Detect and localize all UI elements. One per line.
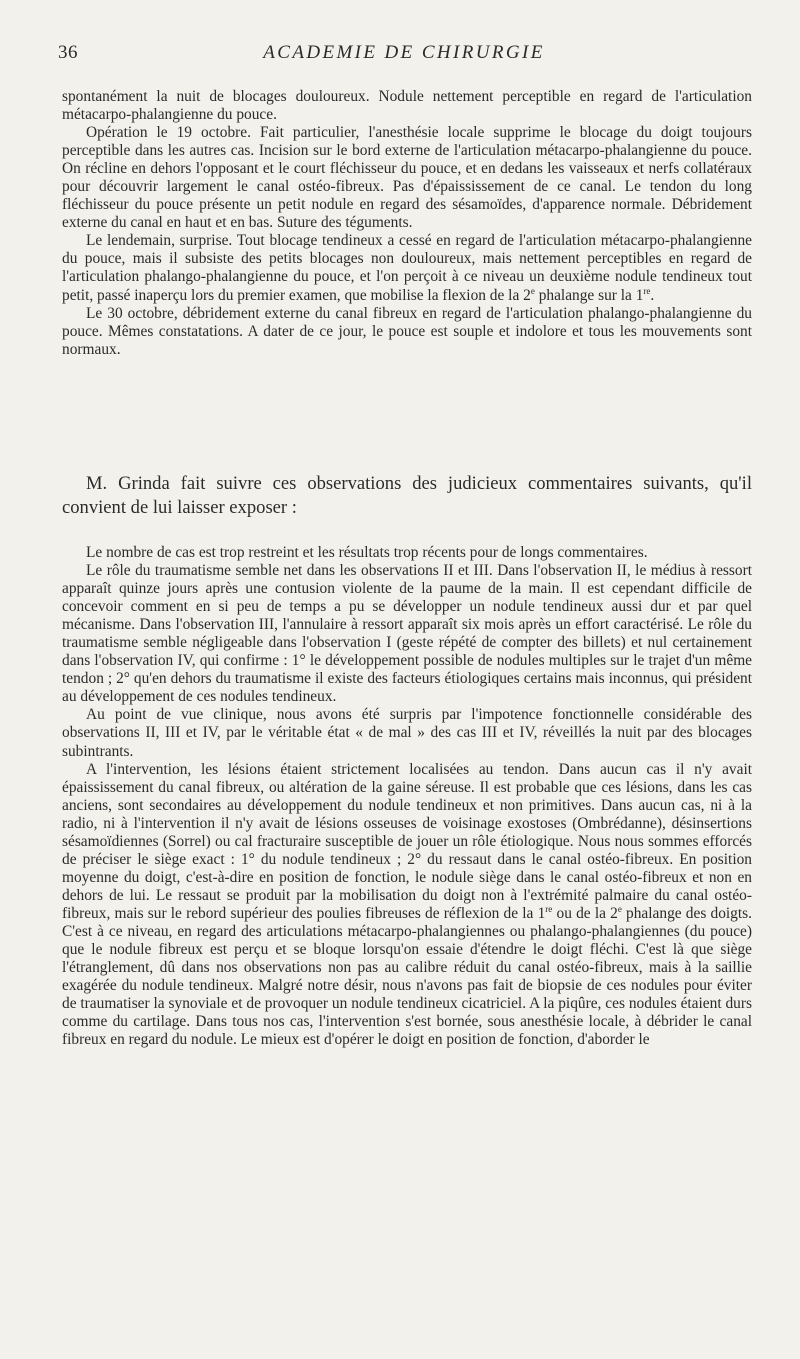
paragraph: Au point de vue clinique, nous avons été surpris par l'impotence fonctionnelle considérable des observations II, III et IV, par le véritable état « de mal » des cas III et IV, réveillés la nuit par des blocages subintrants. bbox=[62, 706, 752, 760]
commentary-body bbox=[62, 544, 752, 1049]
running-title: ACADEMIE DE CHIRURGIE bbox=[263, 42, 545, 63]
paragraph: Le nombre de cas est trop restreint et les résultats trop récents pour de longs commentaires. bbox=[86, 544, 648, 561]
paragraph: Opération le 19 octobre. Fait particulier, l'anesthésie locale supprime le blocage du doigt toujours perceptible dans les autres cas. Incision sur le bord externe de l'articulation métacarpo-phalangienne du pouce. On récline en dehors l'opposant et le court fléchisseur du pouce, et en dedans les vaisseaux et nerfs collatéraux pour découvrir largement le canal ostéo-fibreux. Pas d'épaississement de ce canal. Le tendon du long fléchisseur du pouce présente un petit nodule en regard des sésamoïdes, d'apparence normale. Débridement externe du canal en haut et en bas. Suture des téguments. bbox=[62, 124, 752, 232]
page-number: 36 bbox=[58, 42, 78, 63]
paragraph: spontanément la nuit de blocages douloureux. Nodule nettement perceptible en regard de l'articulation métacarpo-phalangienne du pouce. bbox=[62, 88, 752, 124]
case-report-continuation bbox=[62, 88, 752, 359]
paragraph: A l'intervention, les lésions étaient strictement localisées au tendon. Dans aucun cas il n'y avait épaississement du canal fibreux, ou altération de la gaine séreuse. Il est probable que ces lésions, dans les cas anciens, sont secondaires au développement du nodule tendineux et non primitives. Dans aucun cas, ni à la radio, ni à l'intervention il n'y avait de lésions osseuses de voisinage exostoses (Ombrédanne), désinsertions sésamoïdiennes (Sorrel) ou cal fracturaire susceptible de jouer un rôle étiologique. Nous nous sommes efforcés de préciser le siège exact : 1° du nodule tendineux ; 2° du ressaut dans le canal ostéo-fibreux. En position moyenne du doigt, c'est-à-dire en position de fonction, le nodule siège dans le canal ostéo-fibreux et non en dehors de lui. Le ressaut se produit par la mobilisation du doigt non à l'extrémité palmaire du canal ostéo-fibreux, mais sur le rebord supérieur des poulies fibreuses de réflexion de la 1re ou de la 2e phalange des doigts. C'est à ce niveau, en regard des articulations métacarpo-phalangiennes ou phalango-phalangiennes (du pouce) que le nodule fibreux est perçu et se bloque lorsqu'on essaie d'étendre le doigt fléchi. C'est là que siège l'étranglement, dû dans nos observations non pas au calibre réduit du canal ostéo-fibreux, mais à la saillie exagérée du nodule tendineux. Malgré notre désir, nous n'avons pas fait de biopsie de ces nodules pour éviter de traumatiser la synoviale et de provoquer un nodule tendineux cicatriciel. A la piqûre, ces nodules étaient durs comme du cartilage. Dans tous nos cas, l'intervention s'est bornée, sous anesthésie locale, à débrider le canal fibreux en regard du nodule. Le mieux est d'opérer le doigt en position de fonction, d'aborder le bbox=[62, 760, 752, 1049]
paragraph: Le 30 octobre, débridement externe du canal fibreux en regard de l'articulation phalango-phalangienne du pouce. Mêmes constatations. A dater de ce jour, le pouce est souple et indolore et tous les mouvements sont normaux. bbox=[62, 304, 752, 358]
lead-in-text: M. Grinda fait suivre ces observations des judicieux commentaires suivants, qu'il convient de lui laisser exposer : bbox=[62, 473, 752, 518]
page-header bbox=[58, 42, 750, 68]
commentary-lead-in bbox=[62, 472, 752, 519]
paragraph: Le rôle du traumatisme semble net dans les observations II et III. Dans l'observation II, le médius à ressort apparaît quinze jours après une contusion violente de la paume de la main. Il est cependant difficile de concevoir comment en si peu de temps a pu se développer un nodule tendineux aussi dur et par quel mécanisme. Dans l'observation III, l'annulaire à ressort apparaît six mois après un effort caractérisé. Le rôle du traumatisme semble négligeable dans l'observation I (geste répété de compter des billets) et nul certainement dans l'observation IV, qui confirme : 1° le développement possible de nodules multiples sur le trajet d'un même tendon ; 2° qu'en dehors du traumatisme il existe des facteurs étiologiques certains mais inconnus, qui président au développement de ces nodules tendineux. bbox=[62, 562, 752, 706]
paragraph: Le lendemain, surprise. Tout blocage tendineux a cessé en regard de l'articulation métacarpo-phalangienne du pouce, mais il subsiste des petits blocages non douloureux, mais nettement perceptibles en regard de l'articulation phalango-phalangienne du pouce, et l'on perçoit à ce niveau un deuxième nodule tendineux tout petit, passé inaperçu lors du premier examen, que mobilise la flexion de la 2e phalange sur la 1re. bbox=[62, 232, 752, 304]
